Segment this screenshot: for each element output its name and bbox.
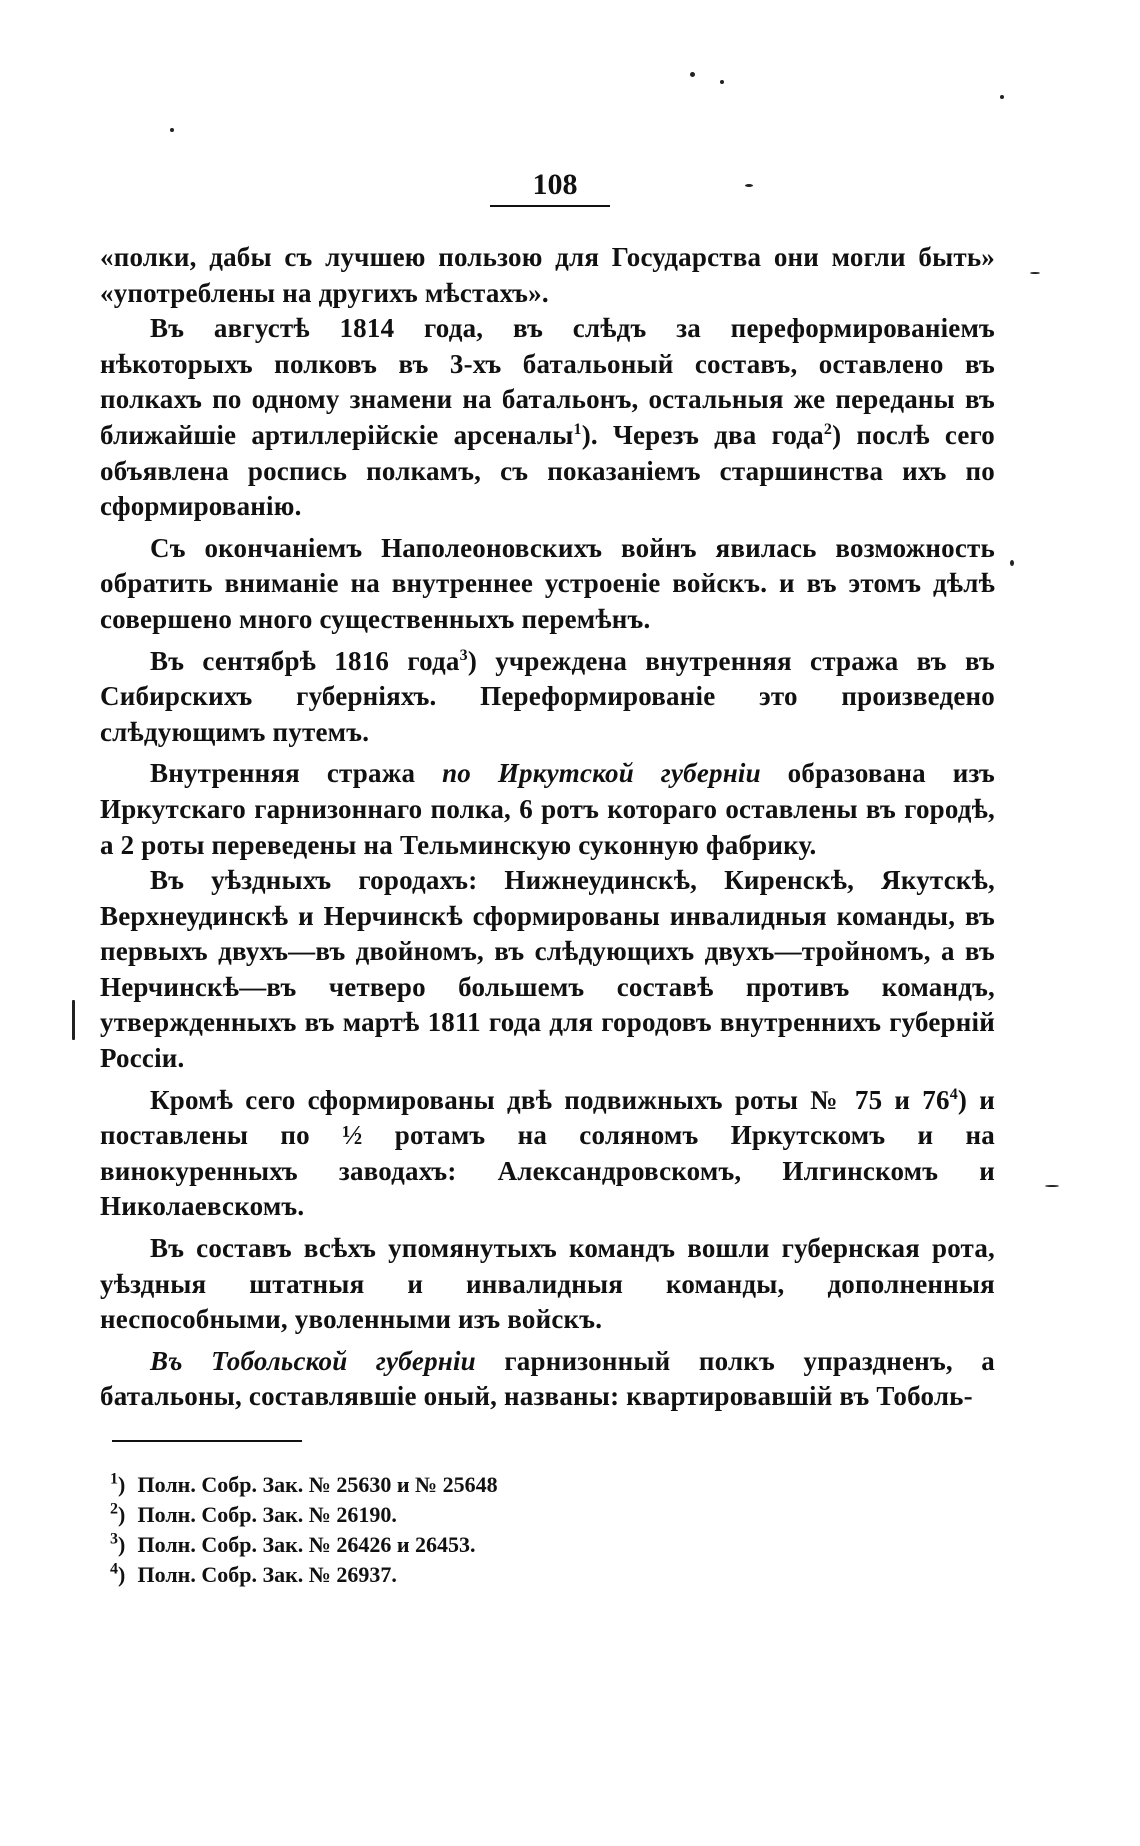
scan-speck bbox=[72, 1000, 75, 1040]
text-run: ) и поставлены по ½ ротамъ на соляномъ Иркутскомъ и на винокуренныхъ заводахъ: Александровскомъ, Илгинскомъ и Николаевскомъ. bbox=[100, 1084, 995, 1222]
body-text bbox=[100, 240, 995, 1415]
footnote-reference: 1 bbox=[573, 420, 582, 438]
scan-speck bbox=[1000, 95, 1004, 99]
page-number-rule bbox=[490, 205, 610, 207]
paragraph bbox=[100, 240, 995, 311]
footnote bbox=[110, 1470, 810, 1500]
footnote-number: 4 bbox=[110, 1560, 118, 1578]
text-run: Внутренняя стража bbox=[150, 758, 443, 789]
paragraph bbox=[100, 531, 995, 638]
scan-speck bbox=[1030, 272, 1040, 274]
paragraph bbox=[100, 863, 995, 1077]
scan-speck bbox=[1010, 560, 1014, 566]
footnote-text: Полн. Собр. Зак. № 26426 и 26453. bbox=[137, 1532, 476, 1557]
footnote bbox=[110, 1500, 810, 1530]
scan-speck bbox=[1045, 1185, 1059, 1187]
text-run: Въ августѣ 1814 года, въ слѣдъ за переформированіемъ нѣкоторыхъ полковъ въ 3-хъ батальоный составъ, оставлено въ полкахъ по одному знамени на батальонъ, остальныя же переданы въ ближайшіе артиллерійскіе арсеналы bbox=[100, 313, 995, 450]
footnote-text: Полн. Собр. Зак. № 25630 и № 25648 bbox=[137, 1472, 498, 1497]
page-number: 108 bbox=[532, 168, 578, 201]
paragraph bbox=[100, 1231, 995, 1338]
paragraph bbox=[100, 1083, 995, 1225]
footnote-separator bbox=[112, 1440, 302, 1442]
footnote-number: 1 bbox=[110, 1470, 118, 1488]
text-run: Кромѣ сего сформированы двѣ подвижныхъ роты № 75 и 76 bbox=[150, 1084, 950, 1115]
text-run: Въ составъ всѣхъ упомянутыхъ командъ вошли губернская рота, уѣздныя штатныя и инвалидныя команды, дополненныя неспособными, уволенными изъ войскъ. bbox=[100, 1233, 995, 1335]
footnote-mark: $^3$) bbox=[110, 1530, 126, 1557]
text-run: Въ сентябрѣ 1816 года bbox=[150, 645, 460, 676]
footnote-text: Полн. Собр. Зак. № 26190. bbox=[137, 1502, 397, 1527]
paragraph bbox=[100, 1344, 995, 1415]
scan-speck bbox=[690, 72, 695, 77]
scan-speck bbox=[170, 128, 174, 132]
footnote bbox=[110, 1530, 810, 1560]
paragraph bbox=[100, 756, 995, 863]
footnote bbox=[110, 1560, 810, 1590]
footnotes bbox=[110, 1470, 810, 1590]
scan-speck bbox=[745, 184, 753, 187]
text-run: образована изъ Иркутскаго гарнизоннаго полка, 6 ротъ котораго оставлены въ городѣ, а 2 роты переведены на Тельминскую суконную фабрику. bbox=[100, 758, 995, 860]
text-run: Съ окончаніемъ Наполеоновскихъ войнъ явилась возможность обратить вниманіе на внутреннее устроеніе войскъ. и въ этомъ дѣлѣ совершено много существенныхъ перемѣнъ. bbox=[100, 532, 995, 634]
scan-speck bbox=[720, 80, 724, 84]
footnote-mark: $^2$) bbox=[110, 1500, 126, 1527]
text-run: ) учреждена внутренняя стража въ въ Сибирскихъ губерніяхъ. Переформированіе это произведено слѣдующимъ путемъ. bbox=[100, 645, 995, 747]
footnote-number: 3 bbox=[110, 1530, 118, 1548]
italic-phrase: по Иркутской губерніи bbox=[442, 758, 761, 789]
paragraph bbox=[100, 644, 995, 751]
paragraph bbox=[100, 311, 995, 525]
text-run: гарнизонный полкъ упраздненъ, а батальоны, составлявшіе оный, названы: квартировавшій въ Тоболь- bbox=[100, 1345, 995, 1412]
italic-phrase: Въ Тобольской губерніи bbox=[150, 1345, 476, 1376]
footnote-reference: 4 bbox=[949, 1085, 958, 1103]
footnote-mark: $^4$) bbox=[110, 1560, 126, 1587]
text-run: Въ уѣздныхъ городахъ: Нижнеудинскѣ, Киренскѣ, Якутскѣ, Верхнеудинскѣ и Нерчинскѣ сформированы инвалидныя команды, въ первыхъ двухъ—въ двойномъ, въ слѣдующихъ двухъ—тройномъ, а въ Нерчинскѣ—въ четверо большемъ составѣ противъ командъ, утвержденныхъ въ мартѣ 1811 года для городовъ внутреннихъ губерній Россіи. bbox=[100, 865, 995, 1074]
footnote-reference: 2 bbox=[823, 420, 833, 438]
footnote-mark: $^1$) bbox=[110, 1470, 126, 1497]
footnote-number: 2 bbox=[110, 1500, 118, 1518]
footnote-text: Полн. Собр. Зак. № 26937. bbox=[137, 1562, 397, 1587]
footnote-reference: 3 bbox=[459, 646, 468, 664]
text-run: ) послѣ сего объявлена роспись полкамъ, съ показаніемъ старшинства ихъ по сформированію. bbox=[100, 419, 995, 522]
text-run: «полки, дабы съ лучшею пользою для Государства они могли быть» «употреблены на другихъ мѣстахъ». bbox=[100, 242, 995, 308]
text-run: ). Черезъ два года bbox=[581, 419, 824, 450]
